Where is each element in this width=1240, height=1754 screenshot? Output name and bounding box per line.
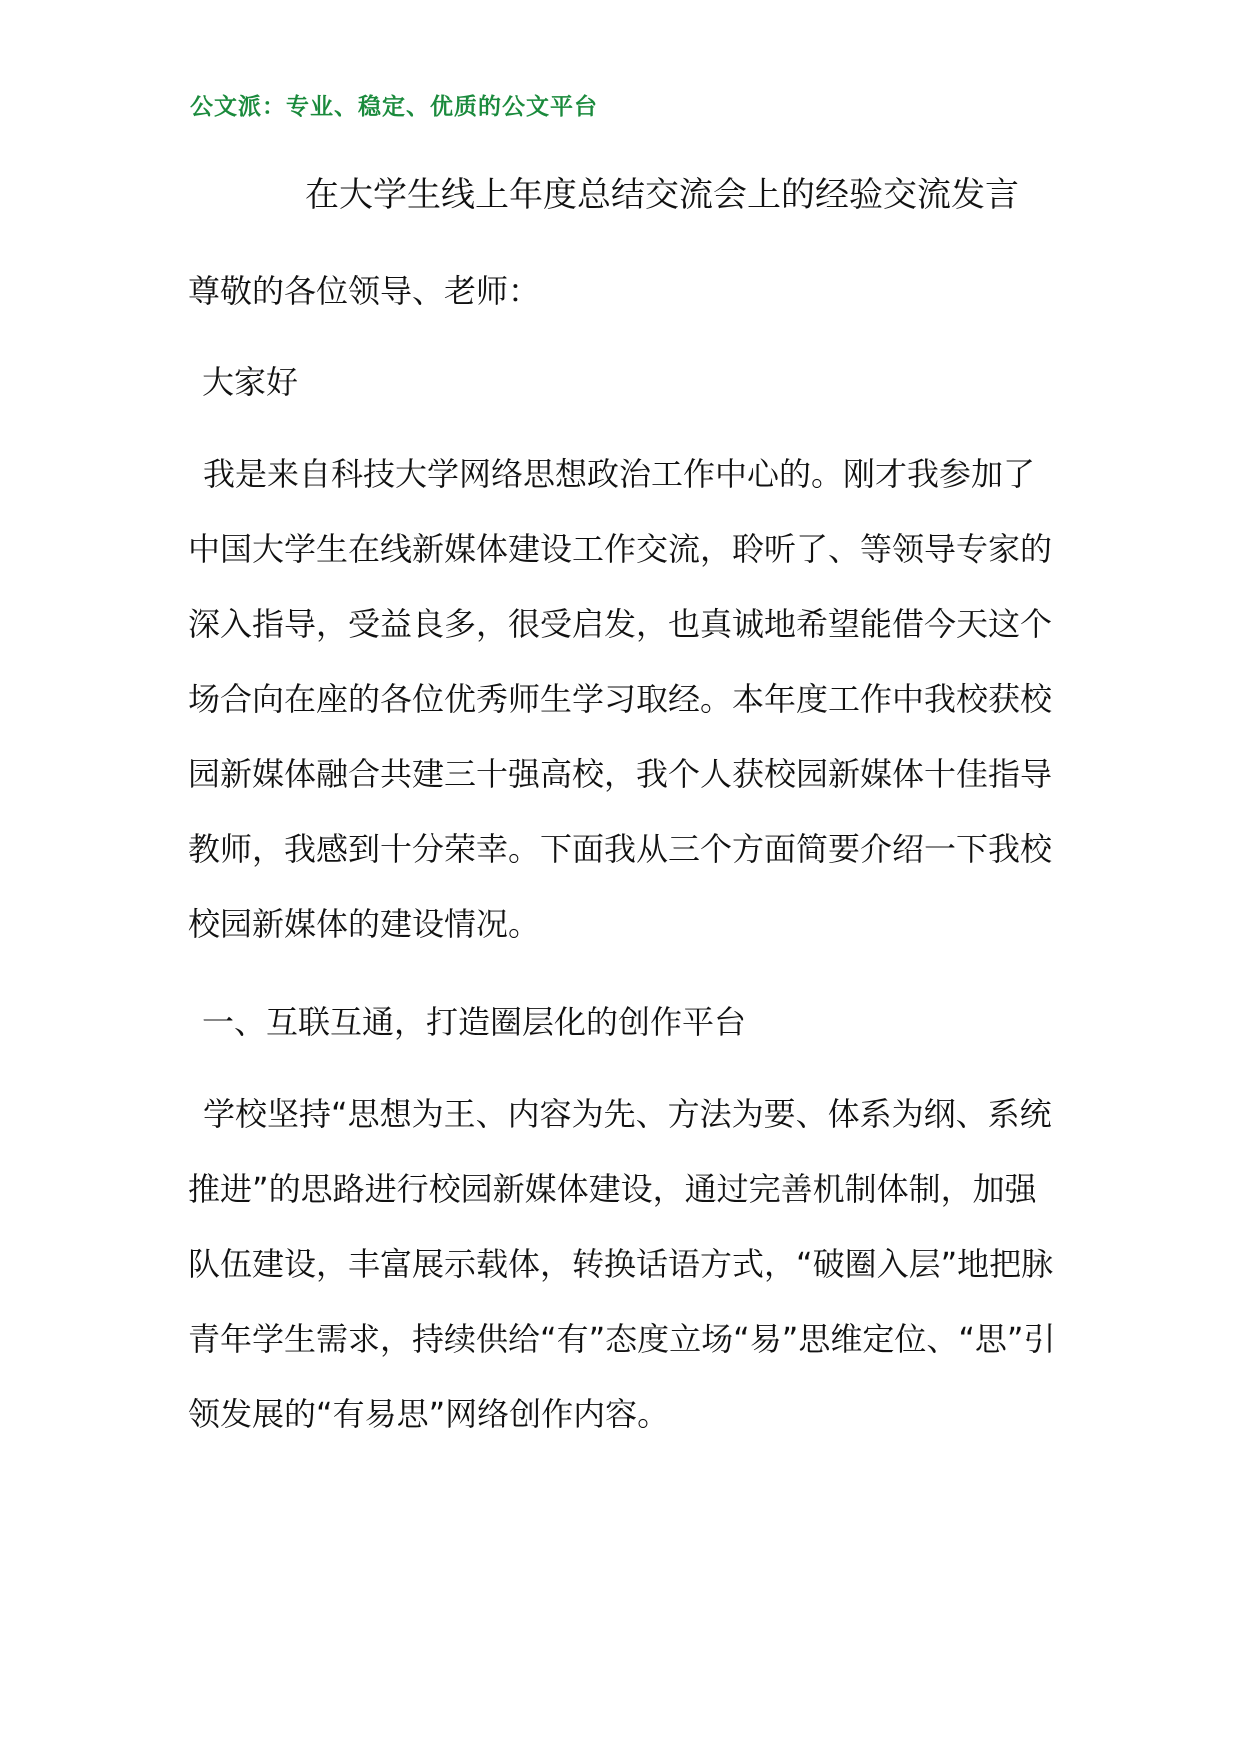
document-title: 在大学生线上年度总结交流会上的经验交流发言 — [305, 175, 1019, 215]
paragraph-section-1: 学校坚持“思想为王、内容为先、方法为要、体系为纲、系统推进”的思路进行校园新媒体建设，通过完善机制体制，加强队伍建设，丰富展示载体，转换话语方式，“破圈入层”地把脉青年学生需求，持续供给“有”态度立场“易”思维定位、“思”引领发展的“有易思”网络创作内容。 — [188, 1095, 1056, 1433]
platform-banner: 公文派：专业、稳定、优质的公文平台 — [190, 94, 598, 120]
greeting: 大家好 — [202, 363, 299, 401]
paragraph-intro: 我是来自科技大学网络思想政治工作中心的。刚才我参加了中国大学生在线新媒体建设工作交流，聆听了、等领导专家的深入指导，受益良多，很受启发，也真诚地希望能借今天这个场合向在座的各位优秀师生学习取经。本年度工作中我校获校园新媒体融合共建三十强高校，我个人获校园新媒体十佳指导教师，我感到十分荣幸。下面我从三个方面简要介绍一下我校校园新媒体的建设情况。 — [188, 455, 1053, 943]
salutation: 尊敬的各位领导、老师： — [188, 272, 541, 310]
section-heading-1: 一、互联互通，打造圈层化的创作平台 — [202, 1003, 747, 1041]
